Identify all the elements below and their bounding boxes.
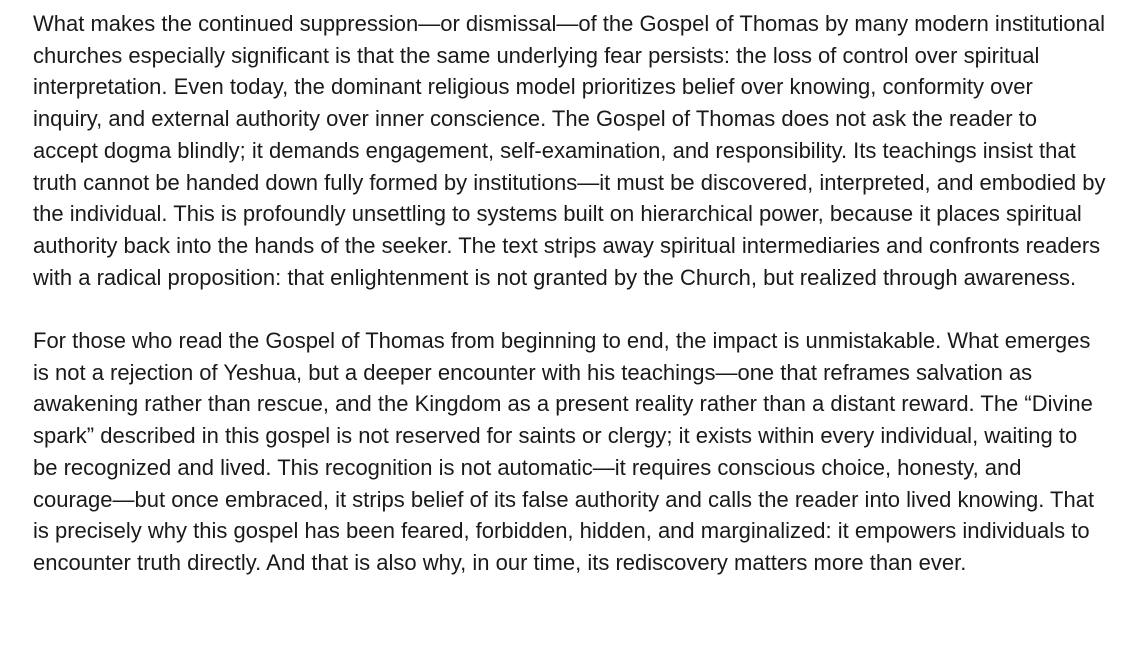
paragraph-suppression: What makes the continued suppression—or dismissal—of the Gospel of Thomas by many modern institutional churches especially significant is that the same underlying fear persists: the loss of control over spiritual interpretation. Even today, the dominant religious model prioritizes belief over knowing, conformity over inquiry, and external authority over inner conscience. The Gospel of Thomas does not ask the reader to accept dogma blindly; it demands engagement, self-examination, and responsibility. Its teachings insist that truth cannot be handed down fully formed by institutions—it must be discovered, interpreted, and embodied by the individual. This is profoundly unsettling to systems built on hierarchical power, because it places spiritual authority back into the hands of the seeker. The text strips away spiritual intermediaries and confronts readers with a radical proposition: that enlightenment is not granted by the Church, but realized through awareness. (33, 11, 1106, 290)
paragraph-impact: For those who read the Gospel of Thomas from beginning to end, the impact is unmistakable. What emerges is not a rejection of Yeshua, but a deeper encounter with his teachings—one that reframes salvation as awakening rather than rescue, and the Kingdom as a present reality rather than a distant reward. The “Divine spark” described in this gospel is not reserved for saints or clergy; it exists within every individual, waiting to be recognized and lived. This recognition is not automatic—it requires conscious choice, honesty, and courage—but once embraced, it strips belief of its false authority and calls the reader into lived knowing. That is precisely why this gospel has been feared, forbidden, hidden, and marginalized: it empowers individuals to encounter truth directly. And that is also why, in our time, its rediscovery matters more than ever. (33, 328, 1095, 575)
